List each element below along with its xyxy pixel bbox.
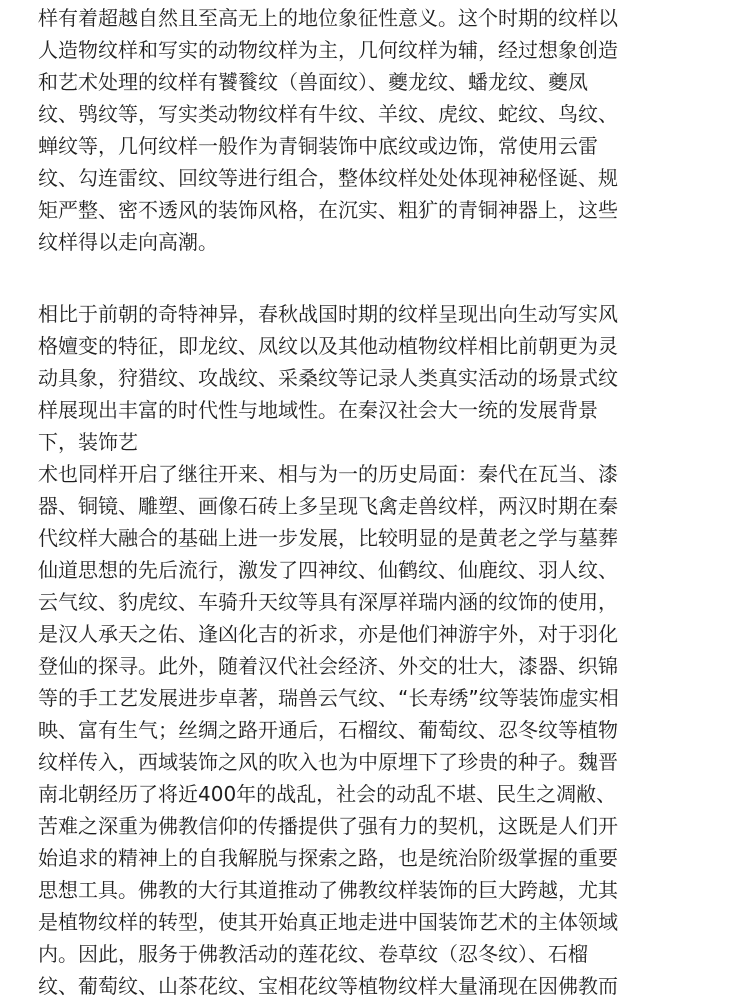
text-line: 思想工具。佛教的大行其道推动了佛教纹样装饰的巨大跨越，尤其 bbox=[38, 878, 618, 902]
document-page bbox=[38, 2, 750, 1002]
text-line: 纹、鸮纹等，写实类动物纹样有牛纹、羊纹、虎纹、蛇纹、鸟纹、 bbox=[38, 102, 618, 126]
text-line: 是汉人承天之佑、逢凶化吉的祈求，亦是他们神游宇外，对于羽化 bbox=[38, 622, 618, 646]
text-line: 矩严整、密不透风的装饰风格，在沉实、粗犷的青铜神器上，这些 bbox=[38, 198, 618, 222]
paragraph-gap bbox=[38, 258, 750, 298]
text-line: 纹、葡萄纹、山茶花纹、宝相花纹等植物纹样大量涌现在因佛教而 bbox=[38, 974, 618, 998]
text-line: 动具象，狩猎纹、攻战纹、采桑纹等记录人类真实活动的场景式纹 bbox=[38, 366, 618, 390]
text-line: 仙道思想的先后流行，激发了四神纹、仙鹤纹、仙鹿纹、羽人纹、 bbox=[38, 558, 618, 582]
text-line: 样展现出丰富的时代性与地域性。在秦汉社会大一统的发展背景 bbox=[38, 398, 598, 422]
text-line: 人造物纹样和写实的动物纹样为主，几何纹样为辅，经过想象创造 bbox=[38, 38, 618, 62]
text-line: 始追求的精神上的自我解脱与探索之路，也是统治阶级掌握的重要 bbox=[38, 846, 618, 870]
text-line: 云气纹、豹虎纹、车骑升天纹等具有深厚祥瑞内涵的纹饰的使用， bbox=[38, 590, 618, 614]
text-line: 样有着超越自然且至高无上的地位象征性意义。这个时期的纹样以 bbox=[38, 6, 618, 30]
text-line: 映、富有生气；丝绸之路开通后，石榴纹、葡萄纹、忍冬纹等植物 bbox=[38, 718, 618, 742]
text-line: 纹、勾连雷纹、回纹等进行组合，整体纹样处处体现神秘怪诞、规 bbox=[38, 166, 618, 190]
text-line: 纹样得以走向高潮。 bbox=[38, 230, 218, 254]
text-line: 器、铜镜、雕塑、画像石砖上多呈现飞禽走兽纹样，两汉时期在秦 bbox=[38, 494, 618, 518]
text-line: 下，装饰艺 bbox=[38, 430, 138, 454]
text-line: 代纹样大融合的基础上进一步发展，比较明显的是黄老之学与墓葬 bbox=[38, 526, 618, 550]
text-line: 登仙的探寻。此外，随着汉代社会经济、外交的壮大，漆器、织锦 bbox=[38, 654, 618, 678]
text-line: 术也同样开启了继往开来、相与为一的历史局面：秦代在瓦当、漆 bbox=[38, 462, 618, 486]
text-line: 内。因此，服务于佛教活动的莲花纹、卷草纹（忍冬纹）、石榴 bbox=[38, 942, 588, 966]
text-line: 和艺术处理的纹样有饕餮纹（兽面纹）、夔龙纹、蟠龙纹、夔凤 bbox=[38, 70, 588, 94]
text-line: 格嬗变的特征，即龙纹、凤纹以及其他动植物纹样相比前朝更为灵 bbox=[38, 334, 618, 358]
text-line: 等的手工艺发展进步卓著，瑞兽云气纹、“长寿绣”纹等装饰虚实相 bbox=[38, 686, 619, 710]
paragraph-bronze-patterns bbox=[38, 2, 750, 258]
text-line: 苦难之深重为佛教信仰的传播提供了强有力的契机，这既是人们开 bbox=[38, 814, 618, 838]
paragraph-later-dynasties bbox=[38, 298, 750, 1002]
text-line: 纹样传入，西域装饰之风的吹入也为中原埋下了珍贵的种子。魏晋 bbox=[38, 750, 618, 774]
text-line: 南北朝经历了将近400年的战乱，社会的动乱不堪、民生之凋敝、 bbox=[38, 782, 617, 806]
text-line: 相比于前朝的奇特神异，春秋战国时期的纹样呈现出向生动写实风 bbox=[38, 302, 618, 326]
text-line: 蝉纹等，几何纹样一般作为青铜装饰中底纹或边饰，常使用云雷 bbox=[38, 134, 598, 158]
text-line: 是植物纹样的转型，使其开始真正地走进中国装饰艺术的主体领域 bbox=[38, 910, 618, 934]
